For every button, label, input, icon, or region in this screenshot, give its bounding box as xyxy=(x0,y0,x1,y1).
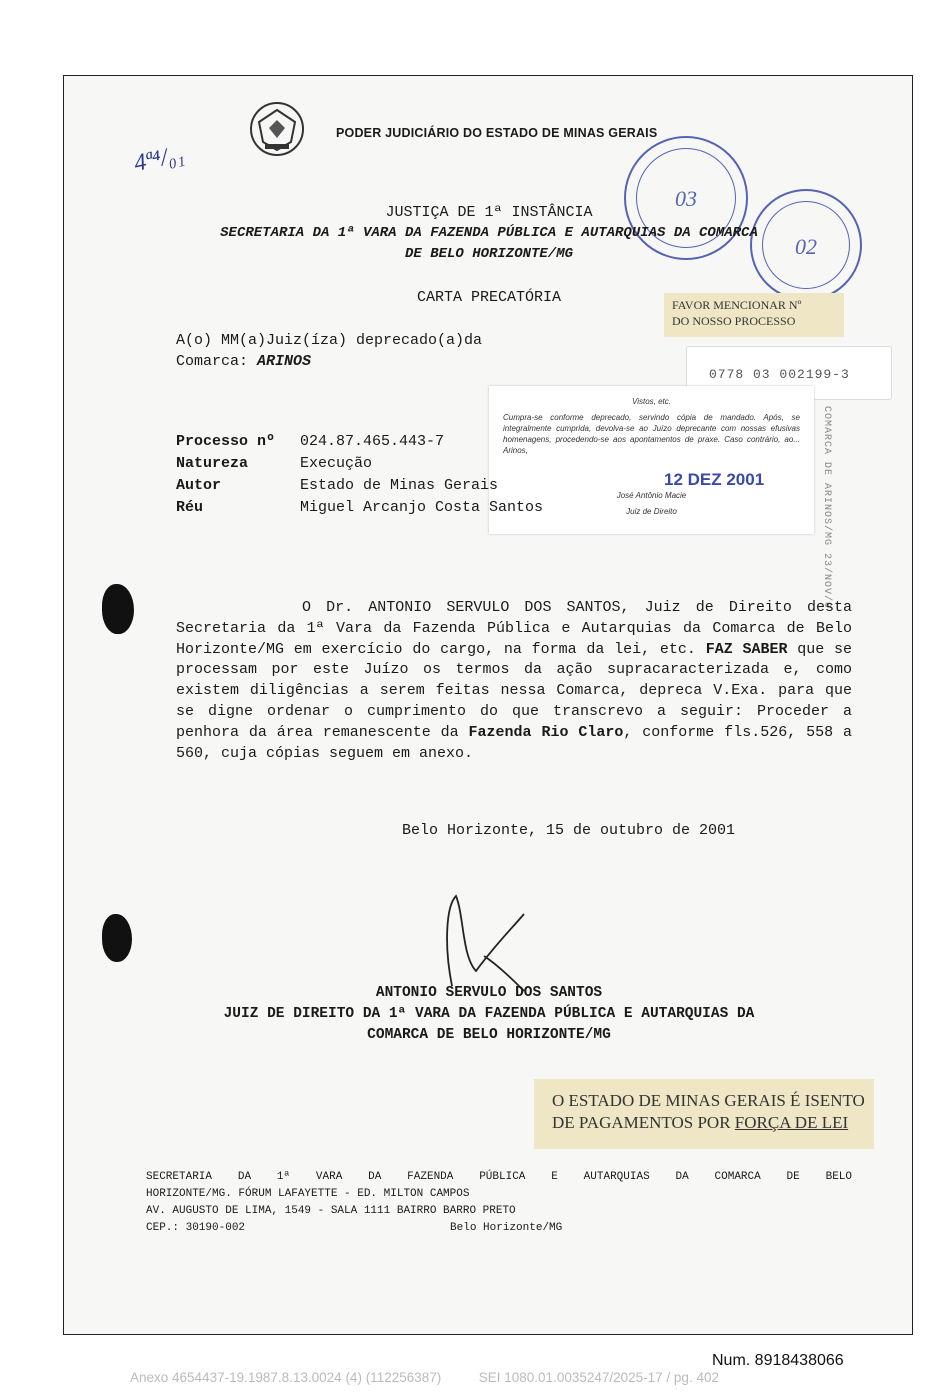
court-subtitle-city: DE BELO HORIZONTE/MG xyxy=(404,246,574,262)
field-natureza xyxy=(176,455,372,472)
footer-address xyxy=(146,1169,852,1237)
body-paragraph xyxy=(176,598,852,764)
exemption-line: O ESTADO DE MINAS GERAIS É ISENTO xyxy=(552,1091,865,1110)
addressee-line: A(o) MM(a)Juiz(íza) deprecado(a)da xyxy=(176,332,483,349)
document-type: CARTA PRECATÓRIA xyxy=(416,289,562,306)
state-emblem-icon xyxy=(247,100,307,158)
body-fazenda: Fazenda Rio Claro xyxy=(468,723,624,741)
punch-hole-mark xyxy=(102,914,132,962)
body-text-2: que se processam por este Juízo os termos da ação supracaracterizada e, como existem diligências a serem feitas nessa Comarca, depreca V.Exa. para que se digne ordenar o cumprimento do que transcrevo a seguir: Proceder a penhora da área remanescente da xyxy=(176,640,852,741)
handwritten-note: 4ª⁴/₀₁ xyxy=(131,141,187,177)
label-line: FAVOR MENCIONAR Nº xyxy=(672,298,802,312)
vistos-heading: Vistos, etc. xyxy=(632,397,671,406)
field-processo xyxy=(176,433,444,450)
punch-hole-mark xyxy=(102,584,134,634)
body-text-1: O Dr. ANTONIO SERVULO DOS SANTOS, Juiz de Direito desta Secretaria da 1ª Vara da Fazenda Pública e Autarquias da Comarca de Belo Horizonte/MG em exercício do cargo, na forma da lei, etc. xyxy=(176,599,852,658)
comarca-line xyxy=(176,351,482,372)
stamp-number: 02 xyxy=(795,234,817,260)
process-number-sticker: 0778 03 002199-3 xyxy=(686,346,892,400)
field-label: Réu xyxy=(176,499,204,516)
field-label: Autor xyxy=(176,477,222,494)
addressee-block xyxy=(176,330,482,372)
field-value: Miguel Arcanjo Costa Santos xyxy=(300,499,544,516)
court-subtitle: SECRETARIA DA 1ª VARA DA FAZENDA PÚBLICA E AUTARQUIAS DA COMARCA xyxy=(220,225,758,241)
process-reference-label xyxy=(664,293,844,337)
footer-city: Belo Horizonte/MG xyxy=(450,1222,563,1234)
exemption-label xyxy=(534,1079,874,1149)
vistos-date: 12 DEZ 2001 xyxy=(664,470,765,489)
stamp-number: 03 xyxy=(675,186,697,211)
field-label: Natureza xyxy=(176,455,249,472)
body-text-3: , conforme fls.526, 558 a 560, cuja cópias seguem em anexo. xyxy=(176,723,853,762)
document-number: Num. 8918438066 xyxy=(712,1352,844,1369)
field-reu xyxy=(176,499,543,516)
vistos-signer: José Antônio Macie xyxy=(616,491,687,500)
exemption-emphasis: FORÇA DE LEI xyxy=(734,1113,849,1132)
court-title: JUSTIÇA DE 1ª INSTÂNCIA xyxy=(385,204,593,221)
footer-line: SECRETARIA DA 1ª VARA DA FAZENDA PÚBLICA E AUTARQUIAS DA COMARCA DE BELO xyxy=(146,1171,852,1183)
round-stamp-vara xyxy=(624,136,748,260)
place-and-date: Belo Horizonte, 15 de outubro de 2001 xyxy=(402,822,736,839)
signer-role-city: COMARCA DE BELO HORIZONTE/MG xyxy=(367,1027,611,1043)
vistos-text: Cumpra-se conforme deprecado, servindo cópia de mandado. Após, se integralmente cumprida, devolva-se ao Juízo deprecante com nossas efusivas homenagens, procedendo-se aos apontamentos de praxe. Caso contrário, ao... Arinos, xyxy=(503,413,800,455)
label-line: DO NOSSO PROCESSO xyxy=(672,314,796,328)
field-label: Processo nº xyxy=(176,433,276,450)
field-value: Execução xyxy=(300,455,373,472)
signer-role: JUIZ DE DIREITO DA 1ª VARA DA FAZENDA PÚBLICA E AUTARQUIAS DA xyxy=(223,1006,755,1022)
scanned-document xyxy=(63,75,913,1335)
exemption-line xyxy=(552,1112,874,1134)
field-autor xyxy=(176,477,498,494)
signer-name: ANTONIO SERVULO DOS SANTOS xyxy=(375,985,603,1001)
field-value: 024.87.465.443-7 xyxy=(300,433,445,450)
footer-line xyxy=(146,1220,852,1237)
footer-line: AV. AUGUSTO DE LIMA, 1549 - SALA 1111 BAIRRO BARRO PRETO xyxy=(146,1205,516,1217)
field-value: Estado de Minas Gerais xyxy=(300,477,499,494)
comarca-value: ARINOS xyxy=(257,353,312,370)
comarca-label: Comarca: xyxy=(176,353,258,370)
body-faz-saber: FAZ SABER xyxy=(705,640,788,658)
side-protocol-stamp: COMARCA DE ARINOS/MG 23/NOV/0 xyxy=(821,406,832,610)
exemption-text: DE PAGAMENTOS POR xyxy=(552,1113,735,1132)
footer-cep: CEP.: 30190-002 xyxy=(146,1222,246,1234)
vistos-role: Juiz de Direito xyxy=(626,507,677,516)
handwritten-signature xyxy=(424,886,544,996)
annex-reference: Anexo 4654437-19.1987.8.13.0024 (4) (112256387) SEI 1080.01.0035247/2025-17 / pg. 402 xyxy=(130,1370,719,1385)
footer-line: HORIZONTE/MG. FÓRUM LAFAYETTE - ED. MILTON CAMPOS xyxy=(146,1188,470,1200)
institution-header: PODER JUDICIÁRIO DO ESTADO DE MINAS GERAIS xyxy=(336,126,658,140)
